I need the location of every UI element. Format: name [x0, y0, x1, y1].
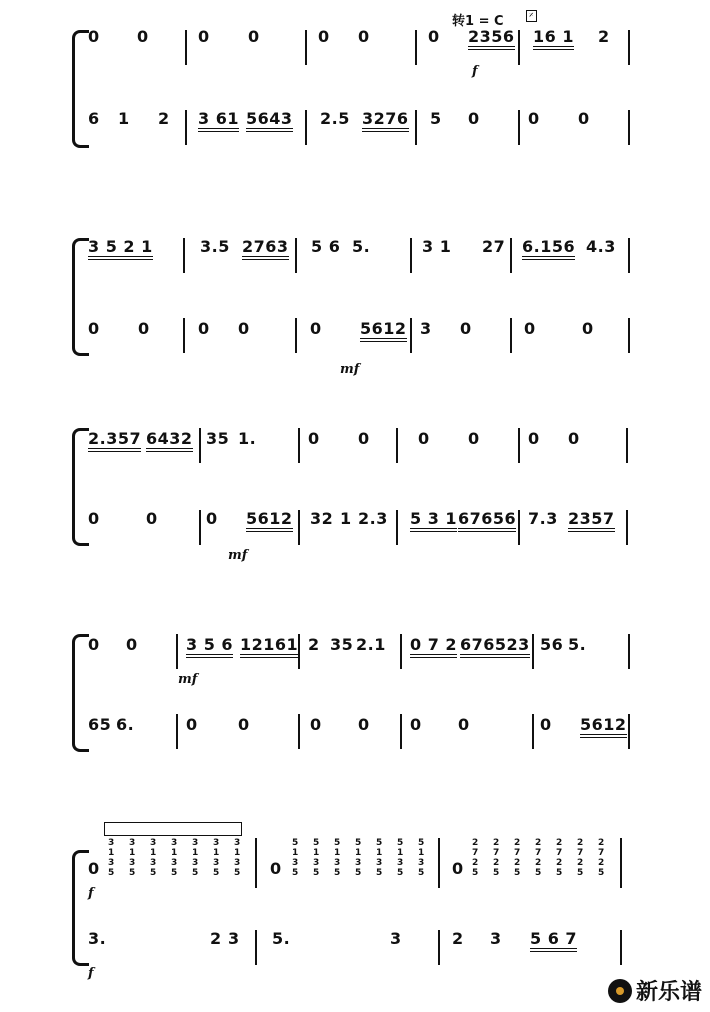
barline	[628, 634, 630, 669]
top-staff-note: 2.1	[356, 635, 386, 654]
bottom-staff-note: 1	[118, 109, 130, 128]
bottom-staff-note: 5612	[580, 716, 627, 738]
barline	[183, 318, 185, 353]
bottom-staff-note: 3276	[362, 110, 409, 132]
barline	[438, 838, 440, 888]
bottom-staff-note: 0	[310, 715, 322, 734]
bottom-staff-note: 1	[340, 509, 352, 528]
bottom-staff-note: 3.	[88, 929, 107, 948]
barline	[626, 510, 628, 545]
bottom-staff-note: 0	[238, 715, 250, 734]
top-staff-note: 676523	[460, 636, 530, 658]
dynamic-mark: mf	[178, 672, 198, 687]
barline	[305, 110, 307, 145]
bottom-staff-note: 2	[210, 929, 222, 948]
bottom-staff-note: 0	[524, 319, 536, 338]
chord-stack: 2 7 2 5	[535, 838, 542, 878]
top-staff-note: 2	[598, 27, 610, 46]
top-staff-note: 35	[330, 635, 354, 654]
top-staff-note: 5.	[568, 635, 587, 654]
top-staff-note: 2	[308, 635, 320, 654]
system-brace	[72, 30, 89, 148]
bottom-staff-note: 0	[138, 319, 150, 338]
bottom-staff-note: 6.	[116, 715, 135, 734]
bottom-staff-note: 7.3	[528, 509, 558, 528]
top-staff-note: 0	[88, 27, 100, 46]
top-staff-note: 0	[248, 27, 260, 46]
record-disc-icon	[608, 979, 632, 1003]
barline	[620, 930, 622, 965]
system-brace	[72, 238, 89, 356]
top-staff-note: 6.156	[522, 238, 575, 260]
chord-stack: 3 1 3 5	[213, 838, 220, 878]
bottom-staff-note: 3	[228, 929, 240, 948]
key-change-label: 转1 = C	[452, 14, 504, 29]
top-staff-note: 12161	[240, 636, 298, 658]
chord-stack: 5 1 3 5	[397, 838, 404, 878]
top-staff-note: 0	[452, 859, 464, 878]
chord-stack: 5 1 3 5	[355, 838, 362, 878]
barline	[628, 318, 630, 353]
barline	[518, 510, 520, 545]
bottom-staff-note: 0	[528, 109, 540, 128]
top-staff-note: 0	[358, 429, 370, 448]
top-staff-note: 0	[318, 27, 330, 46]
bottom-staff-note: 5	[430, 109, 442, 128]
system-brace	[72, 634, 89, 752]
chord-stack: 2 7 2 5	[514, 838, 521, 878]
bottom-staff-note: 0	[186, 715, 198, 734]
bottom-staff-note: 0	[310, 319, 322, 338]
dynamic-mark: mf	[340, 362, 360, 377]
watermark-text: 新乐谱	[635, 980, 702, 1005]
chord-stack: 3 1 3 5	[171, 838, 178, 878]
top-staff-note: 0	[270, 859, 282, 878]
chord-stack: 2 7 2 5	[493, 838, 500, 878]
top-staff-note: 2.357	[88, 430, 141, 452]
bottom-staff-note: 6	[88, 109, 100, 128]
top-staff-note: 6432	[146, 430, 193, 452]
top-staff-note: 0	[137, 27, 149, 46]
barline	[400, 634, 402, 669]
chord-stack: 5 1 3 5	[313, 838, 320, 878]
top-staff-note: 27	[482, 237, 506, 256]
barline	[396, 428, 398, 463]
bottom-staff-note: 3 61	[198, 110, 239, 132]
bottom-staff-note: 0	[146, 509, 158, 528]
barline	[199, 510, 201, 545]
dynamic-mark: f	[472, 64, 478, 79]
barline	[298, 634, 300, 669]
top-staff-note: 0	[418, 429, 430, 448]
bottom-staff-note: 0	[206, 509, 218, 528]
barline	[176, 634, 178, 669]
top-staff-note: 0	[468, 429, 480, 448]
chord-stack: 3 1 3 5	[129, 838, 136, 878]
barline	[255, 838, 257, 888]
top-staff-note: 0	[568, 429, 580, 448]
top-staff-note: 0	[358, 27, 370, 46]
barline	[620, 838, 622, 888]
dynamic-mark: mf	[228, 548, 248, 563]
top-staff-note: 3.5	[200, 237, 230, 256]
barline	[518, 428, 520, 463]
bottom-staff-note: 3	[390, 929, 402, 948]
chord-stack: 3 1 3 5	[108, 838, 115, 878]
barline	[183, 238, 185, 273]
bottom-staff-note: 0	[198, 319, 210, 338]
bottom-staff-note: 2357	[568, 510, 615, 532]
top-staff-note: 0 7 2	[410, 636, 457, 658]
system-brace	[72, 850, 89, 966]
bottom-staff-note: 2	[158, 109, 170, 128]
bottom-staff-note: 0	[458, 715, 470, 734]
bottom-staff-note: 0	[582, 319, 594, 338]
bottom-staff-note: 0	[468, 109, 480, 128]
top-staff-note: 5.	[352, 237, 371, 256]
top-staff-note: 0	[88, 635, 100, 654]
bottom-staff-note: 2.3	[358, 509, 388, 528]
top-staff-note: 0	[126, 635, 138, 654]
barline	[518, 30, 520, 65]
repeat-sign: 𝄎	[526, 10, 537, 22]
bottom-staff-note: 32	[310, 509, 334, 528]
top-staff-note: 0	[428, 27, 440, 46]
tremolo-bracket	[104, 822, 242, 836]
bottom-staff-note: 5.	[272, 929, 291, 948]
dynamic-mark: f	[88, 966, 94, 981]
barline	[396, 510, 398, 545]
barline	[176, 714, 178, 749]
bottom-staff-note: 5612	[360, 320, 407, 342]
bottom-staff-note: 2	[452, 929, 464, 948]
barline	[295, 238, 297, 273]
chord-stack: 2 7 2 5	[556, 838, 563, 878]
barline	[438, 930, 440, 965]
barline	[626, 428, 628, 463]
barline	[410, 238, 412, 273]
top-staff-note: 4.3	[586, 237, 616, 256]
barline	[185, 30, 187, 65]
bottom-staff-note: 0	[460, 319, 472, 338]
bottom-staff-note: 3	[420, 319, 432, 338]
chord-stack: 2 7 2 5	[598, 838, 605, 878]
barline	[199, 428, 201, 463]
barline	[298, 714, 300, 749]
barline	[415, 30, 417, 65]
bottom-staff-note: 0	[540, 715, 552, 734]
top-staff-note: 0	[308, 429, 320, 448]
chord-stack: 5 1 3 5	[376, 838, 383, 878]
bottom-staff-note: 0	[238, 319, 250, 338]
chord-stack: 5 1 3 5	[418, 838, 425, 878]
barline	[305, 30, 307, 65]
bottom-staff-note: 5643	[246, 110, 293, 132]
bottom-staff-note: 67656	[458, 510, 516, 532]
chord-stack: 3 1 3 5	[192, 838, 199, 878]
top-staff-note: 3 1	[422, 237, 452, 256]
chord-stack: 2 7 2 5	[472, 838, 479, 878]
barline	[415, 110, 417, 145]
watermark-logo	[608, 975, 702, 1006]
barline	[628, 238, 630, 273]
bottom-staff-note: 5 3 1	[410, 510, 457, 532]
top-staff-note: 56	[540, 635, 564, 654]
barline	[255, 930, 257, 965]
top-staff-note: 1.	[238, 429, 257, 448]
bottom-staff-note: 0	[410, 715, 422, 734]
chord-stack: 3 1 3 5	[234, 838, 241, 878]
bottom-staff-note: 2.5	[320, 109, 350, 128]
barline	[628, 714, 630, 749]
top-staff-note: 35	[206, 429, 230, 448]
barline	[298, 510, 300, 545]
barline	[628, 110, 630, 145]
top-staff-note: 3 5 6	[186, 636, 233, 658]
chord-stack: 5 1 3 5	[334, 838, 341, 878]
barline	[295, 318, 297, 353]
bottom-staff-note: 0	[578, 109, 590, 128]
top-staff-note: 0	[528, 429, 540, 448]
chord-stack: 2 7 2 5	[577, 838, 584, 878]
top-staff-note: 16 1	[533, 28, 574, 50]
barline	[532, 714, 534, 749]
barline	[298, 428, 300, 463]
bottom-staff-note: 65	[88, 715, 112, 734]
bottom-staff-note: 0	[88, 509, 100, 528]
barline	[410, 318, 412, 353]
barline	[510, 238, 512, 273]
bottom-staff-note: 5 6 7	[530, 930, 577, 952]
bottom-staff-note: 5612	[246, 510, 293, 532]
barline	[510, 318, 512, 353]
bottom-staff-note: 3	[490, 929, 502, 948]
barline	[400, 714, 402, 749]
bottom-staff-note: 0	[358, 715, 370, 734]
top-staff-note: 5 6	[311, 237, 341, 256]
barline	[532, 634, 534, 669]
top-staff-note: 0	[198, 27, 210, 46]
system-brace	[72, 428, 89, 546]
dynamic-mark: f	[88, 886, 94, 901]
top-staff-note: 0	[88, 859, 100, 878]
chord-stack: 5 1 3 5	[292, 838, 299, 878]
chord-stack: 3 1 3 5	[150, 838, 157, 878]
top-staff-note: 3 5 2 1	[88, 238, 153, 260]
barline	[628, 30, 630, 65]
top-staff-note: 2356	[468, 28, 515, 50]
bottom-staff-note: 0	[88, 319, 100, 338]
barline	[518, 110, 520, 145]
top-staff-note: 2763	[242, 238, 289, 260]
barline	[185, 110, 187, 145]
